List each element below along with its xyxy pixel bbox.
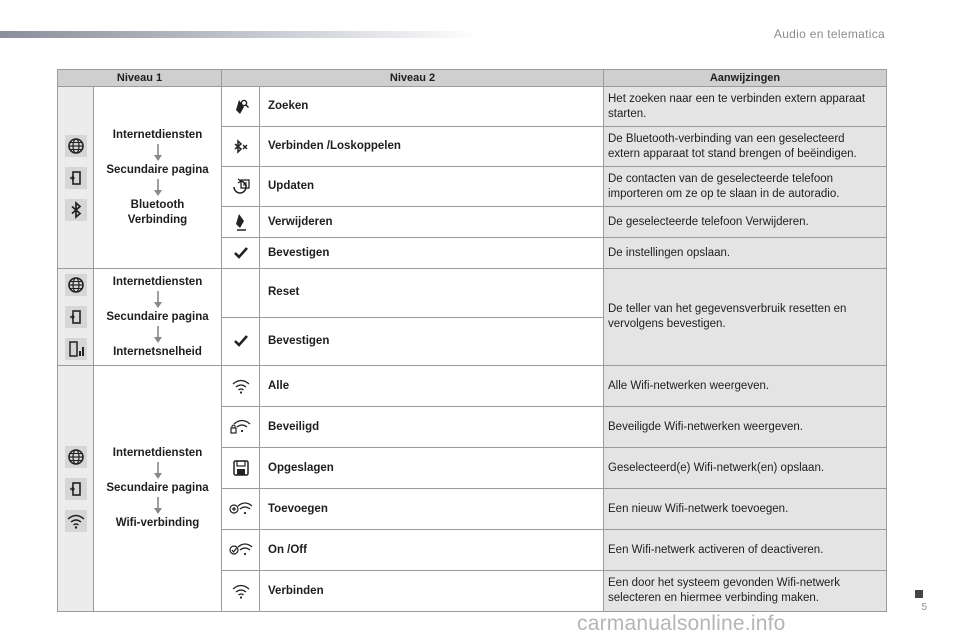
page-corner-mark bbox=[915, 590, 923, 598]
phone-screen-icon bbox=[65, 478, 87, 500]
bluetooth-disconnect-icon bbox=[222, 127, 260, 167]
checkmark-icon bbox=[222, 317, 260, 366]
page-number: 5 bbox=[921, 602, 927, 613]
function-note: De Bluetooth-verbinding van een geselecteerd extern apparaat tot stand brengen of beëindigen. bbox=[604, 127, 887, 167]
arrow-down-icon bbox=[153, 179, 163, 197]
function-name: Opgeslagen bbox=[260, 448, 604, 489]
function-name: Updaten bbox=[260, 167, 604, 207]
flow-step-3: Internetsnelheid bbox=[113, 345, 202, 358]
flow-step-1: Internetdiensten bbox=[112, 128, 203, 141]
function-name: Verbinden bbox=[260, 571, 604, 612]
function-name: Bevestigen bbox=[260, 238, 604, 269]
arrow-down-icon bbox=[153, 144, 163, 162]
function-note: Het zoeken naar een te verbinden extern apparaat starten. bbox=[604, 87, 887, 127]
phone-screen-icon bbox=[65, 167, 87, 189]
watermark: carmanualsonline.info bbox=[577, 612, 786, 635]
flow-step-2: Secundaire pagina bbox=[106, 163, 209, 176]
table-row bbox=[58, 366, 887, 407]
function-note: Een Wifi-netwerk activeren of deactiveren. bbox=[604, 530, 887, 571]
wifi-add-icon bbox=[222, 489, 260, 530]
function-table bbox=[57, 69, 887, 612]
function-note: Beveiligde Wifi-netwerken weergeven. bbox=[604, 407, 887, 448]
bluetooth-icon bbox=[65, 199, 87, 221]
function-name: Verbinden /Loskoppelen bbox=[260, 127, 604, 167]
function-note: De instellingen opslaan. bbox=[604, 238, 887, 269]
level1-icons bbox=[58, 366, 94, 612]
flow-step-3: Bluetooth Verbinding bbox=[127, 198, 188, 226]
table-header-row bbox=[58, 70, 887, 87]
wifi-icon bbox=[65, 510, 87, 532]
data-usage-icon bbox=[65, 338, 87, 360]
level1-flow bbox=[94, 366, 222, 612]
wifi-icon bbox=[222, 571, 260, 612]
level1-icons bbox=[58, 269, 94, 366]
globe-icon bbox=[65, 446, 87, 468]
function-name: Reset bbox=[260, 269, 604, 318]
function-name: Toevoegen bbox=[260, 489, 604, 530]
phone-update-icon bbox=[222, 167, 260, 207]
save-disk-icon bbox=[222, 448, 260, 489]
delete-phone-icon bbox=[222, 207, 260, 238]
table-row bbox=[58, 269, 887, 318]
section-title: Audio en telematica bbox=[773, 27, 885, 41]
function-note: Geselecteerd(e) Wifi-netwerk(en) opslaan. bbox=[604, 448, 887, 489]
reset-icon-cell bbox=[222, 269, 260, 318]
flow-step-1: Internetdiensten bbox=[112, 447, 203, 459]
column-header-level1: Niveau 1 bbox=[58, 70, 222, 87]
search-device-icon bbox=[222, 87, 260, 127]
level1-flow bbox=[94, 269, 222, 366]
function-name: Alle bbox=[260, 366, 604, 407]
globe-icon bbox=[65, 274, 87, 296]
level1-flow bbox=[94, 87, 222, 269]
arrow-down-icon bbox=[153, 462, 163, 480]
function-name: Zoeken bbox=[260, 87, 604, 127]
arrow-down-icon bbox=[153, 326, 163, 344]
function-note: Een door het systeem gevonden Wifi-netwerk selecteren en hiermee verbinding maken. bbox=[604, 571, 887, 612]
flow-step-1: Internetdiensten bbox=[112, 275, 203, 288]
checkmark-icon bbox=[222, 238, 260, 269]
column-header-level2: Niveau 2 bbox=[222, 70, 604, 87]
phone-screen-icon bbox=[65, 306, 87, 328]
flow-step-2: Secundaire pagina bbox=[106, 310, 209, 323]
function-note: De contacten van de geselecteerde telefoon importeren om ze op te slaan in de autoradio. bbox=[604, 167, 887, 207]
wifi-lock-icon bbox=[222, 407, 260, 448]
wifi-toggle-icon bbox=[222, 530, 260, 571]
function-name: Bevestigen bbox=[260, 317, 604, 366]
function-note: De geselecteerde telefoon Verwijderen. bbox=[604, 207, 887, 238]
level1-icons bbox=[58, 87, 94, 269]
arrow-down-icon bbox=[153, 291, 163, 309]
header-decor-bar bbox=[0, 31, 480, 38]
function-name: Verwijderen bbox=[260, 207, 604, 238]
arrow-down-icon bbox=[153, 497, 163, 515]
function-note: Een nieuw Wifi-netwerk toevoegen. bbox=[604, 489, 887, 530]
table-row bbox=[58, 87, 887, 127]
flow-step-2: Secundaire pagina bbox=[106, 482, 209, 494]
function-name: On /Off bbox=[260, 530, 604, 571]
wifi-icon bbox=[222, 366, 260, 407]
function-note: De teller van het gegevensverbruik resetten en vervolgens bevestigen. bbox=[604, 269, 887, 366]
globe-icon bbox=[65, 135, 87, 157]
flow-step-3: Wifi-verbinding bbox=[115, 517, 200, 529]
function-note: Alle Wifi-netwerken weergeven. bbox=[604, 366, 887, 407]
function-name: Beveiligd bbox=[260, 407, 604, 448]
column-header-notes: Aanwijzingen bbox=[604, 70, 887, 87]
